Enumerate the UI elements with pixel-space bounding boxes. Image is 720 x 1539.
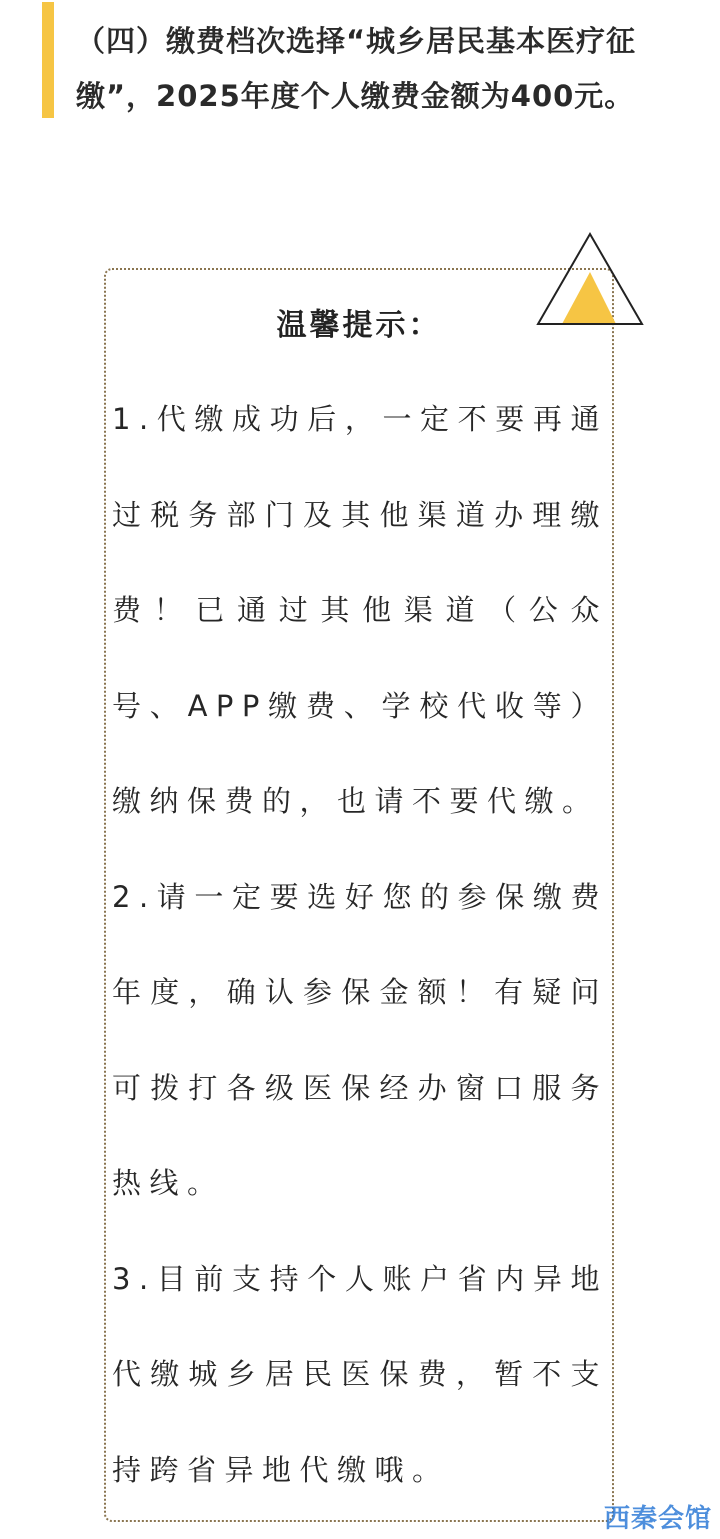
tip-item-3: 3.目前支持个人账户省内异地代缴城乡居民医保费，暂不支持跨省异地代缴哦。 xyxy=(112,1261,608,1487)
tip-item-1: 1.代缴成功后，一定不要再通过税务部门及其他渠道办理缴费！已通过其他渠道（公众号、APP缴费、学校代收等）缴纳保费的，也请不要代缴。 xyxy=(112,402,608,818)
tip-item-2: 2.请一定要选好您的参保缴费年度，确认参保金额！有疑问可拨打各级医保经办窗口服务热线。 xyxy=(112,879,608,1200)
intro-section xyxy=(0,0,720,130)
tips-title: 温馨提示： xyxy=(276,308,442,343)
tips-list xyxy=(112,372,608,1518)
intro-paragraph: （四）缴费档次选择“城乡居民基本医疗征缴”，2025年度个人缴费金额为400元。 xyxy=(76,24,637,113)
accent-bar xyxy=(42,2,54,118)
watermark-logo: 西秦会馆 xyxy=(603,1504,712,1534)
